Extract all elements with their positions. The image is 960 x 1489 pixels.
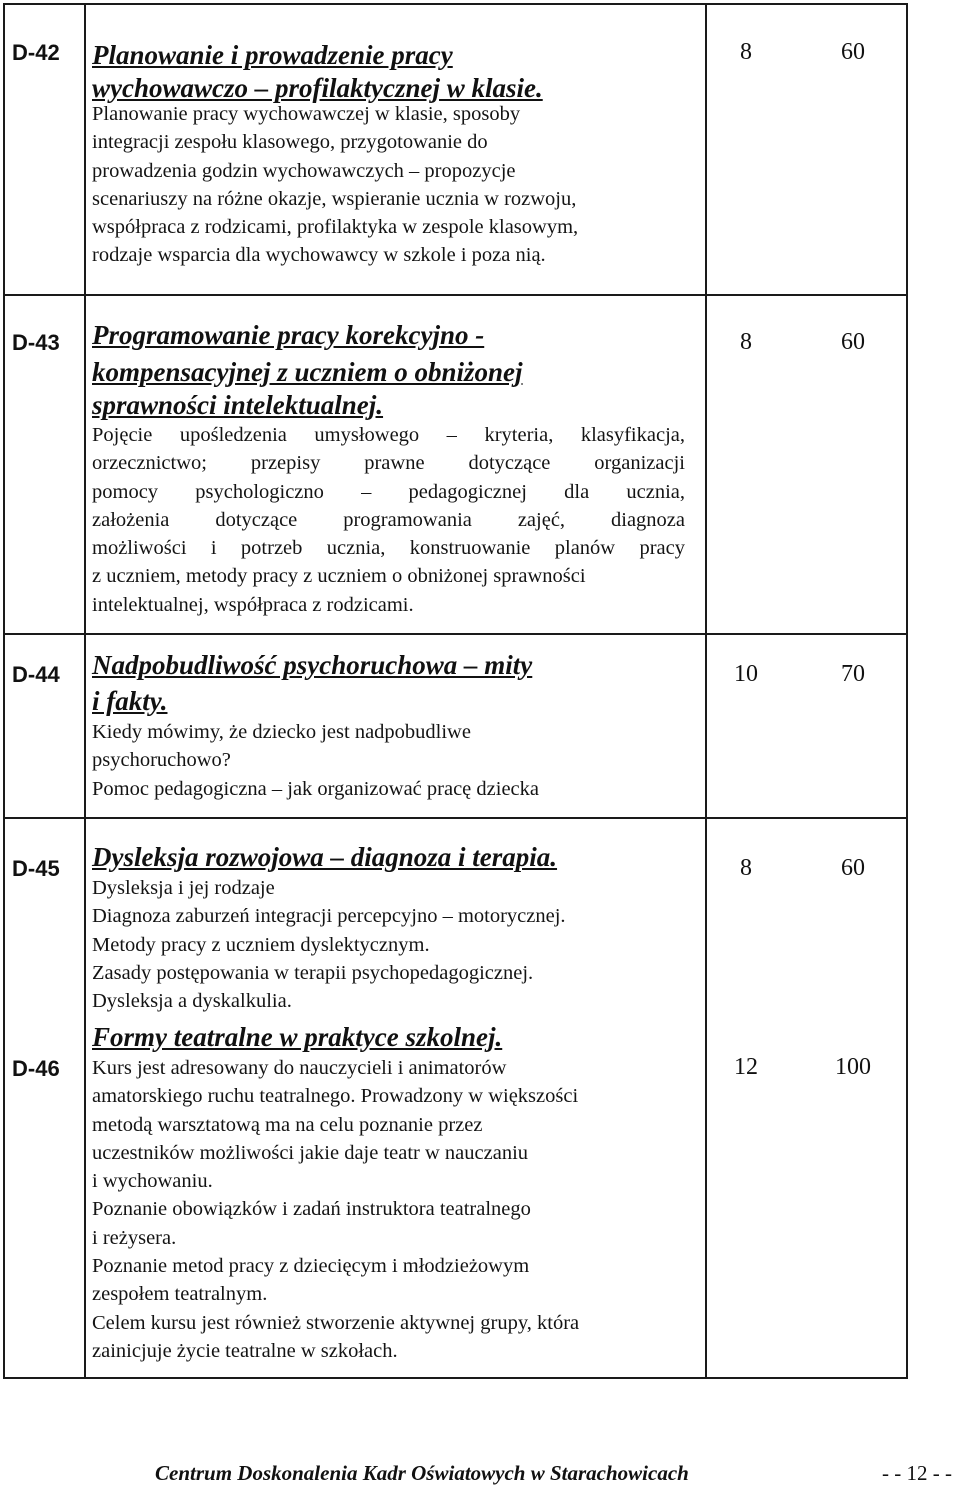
course-description-line: Diagnoza zaburzeń integracji percepcyjno – motorycznej.: [92, 905, 566, 928]
course-content: [92, 37, 692, 270]
table-divider-content: [705, 3, 707, 1379]
course-hours: 8: [740, 329, 752, 355]
course-description-line: zainicjuje życie teatralne w szkołach.: [92, 1339, 398, 1362]
course-description-line: zespołem teatralnym.: [92, 1283, 268, 1306]
footer-institution: Centrum Doskonalenia Kadr Oświatowych w Starachowicach: [155, 1461, 689, 1485]
table-border-right: [906, 3, 908, 1379]
course-hours: 8: [740, 855, 752, 881]
course-description-line: pomocy psychologiczno – pedagogicznej dla ucznia,: [92, 480, 685, 503]
course-hours: 8: [740, 39, 752, 65]
course-description-line: psychoruchowo?: [92, 749, 231, 772]
course-description-line: współpraca z rodzicami, profilaktyka w zespole klasowym,: [92, 216, 579, 239]
course-title-line: kompensacyjnej z uczniem o obniżonej: [92, 357, 523, 387]
course-description-line: i reżysera.: [92, 1226, 177, 1249]
course-code: D-42: [12, 40, 60, 65]
course-description-line: możliwości i potrzeb ucznia, konstruowanie planów pracy: [92, 537, 685, 560]
course-description-line: Dysleksja i jej rodzaje: [92, 877, 275, 899]
course-description-line: z uczniem, metody pracy z uczniem o obniżonej sprawności: [92, 565, 586, 588]
course-description-line: Kurs jest adresowany do nauczycieli i animatorów: [92, 1057, 507, 1079]
row-separator: [3, 817, 908, 819]
course-description-line: Poznanie obowiązków i zadań instruktora teatralnego: [92, 1198, 531, 1221]
course-description-line: Zasady postępowania w terapii psychopedagogicznej.: [92, 961, 534, 984]
course-price: 60: [841, 329, 865, 355]
course-content: [92, 1020, 692, 1365]
course-description-line: orzecznictwo; przepisy prawne dotyczące organizacji: [92, 452, 685, 475]
course-description-line: i wychowaniu.: [92, 1170, 213, 1193]
course-hours: 12: [734, 1054, 758, 1080]
course-description-line: integracji zespołu klasowego, przygotowanie do: [92, 131, 488, 154]
course-title-line: Nadpobudliwość psychoruchowa – mity: [92, 650, 533, 680]
course-content: [92, 840, 692, 1015]
table-border-top: [3, 3, 908, 5]
course-title-line: Programowanie pracy korekcyjno -: [92, 320, 485, 350]
course-title-line: wychowawczo – profilaktycznej w klasie.: [92, 73, 543, 103]
course-content: [92, 647, 692, 803]
table-border-left: [3, 3, 5, 1379]
table-divider-code: [84, 3, 86, 1379]
course-description-line: rodzaje wsparcia dla wychowawcy w szkole i poza nią.: [92, 244, 546, 267]
course-code: D-43: [12, 330, 60, 355]
course-title-line: Planowanie i prowadzenie pracy: [92, 40, 453, 70]
course-price: 60: [841, 855, 865, 881]
course-content: [92, 317, 692, 619]
table-border-bottom: [3, 1377, 908, 1379]
course-description-line: założenia dotyczące programowania zajęć, diagnoza: [92, 508, 685, 531]
row-separator: [3, 294, 908, 296]
course-title-line: sprawności intelektualnej.: [92, 390, 384, 420]
course-title-line: Formy teatralne w praktyce szkolnej.: [92, 1022, 503, 1052]
footer-page-number: - - 12 - -: [882, 1461, 952, 1485]
course-code: D-44: [12, 662, 60, 687]
course-description-line: Celem kursu jest również stworzenie aktywnej grupy, która: [92, 1311, 580, 1334]
course-description-line: Planowanie pracy wychowawczej w klasie, sposoby: [92, 103, 521, 125]
course-description-line: Poznanie metod pracy z dziecięcym i młodzieżowym: [92, 1255, 530, 1278]
course-description-line: Pomoc pedagogiczna – jak organizować pracę dziecka: [92, 777, 539, 800]
course-description-line: Pojęcie upośledzenia umysłowego – kryteria, klasyfikacja,: [92, 424, 685, 446]
course-description-line: scenariuszy na różne okazje, wspieranie ucznia w rozwoju,: [92, 187, 577, 210]
course-description-line: metodą warsztatową ma na celu poznanie przez: [92, 1113, 483, 1136]
course-code: D-46: [12, 1056, 60, 1081]
course-description-line: Metody pracy z uczniem dyslektycznym.: [92, 933, 430, 956]
course-price: 60: [841, 39, 865, 65]
course-description-line: prowadzenia godzin wychowawczych – propozycje: [92, 159, 516, 182]
course-description-line: intelektualnej, współpraca z rodzicami.: [92, 593, 414, 616]
course-hours: 10: [734, 661, 758, 687]
course-description-line: Kiedy mówimy, że dziecko jest nadpobudliwe: [92, 721, 471, 743]
course-price: 70: [841, 661, 865, 687]
course-title-line: Dysleksja rozwojowa – diagnoza i terapia.: [92, 842, 558, 872]
course-title-line: i fakty.: [92, 686, 168, 716]
course-description-line: uczestników możliwości jakie daje teatr w nauczaniu: [92, 1141, 529, 1164]
course-price: 100: [835, 1054, 871, 1080]
row-separator: [3, 633, 908, 635]
course-description-line: amatorskiego ruchu teatralnego. Prowadzony w większości: [92, 1085, 579, 1108]
course-description-line: Dysleksja a dyskalkulia.: [92, 990, 292, 1013]
course-code: D-45: [12, 856, 60, 881]
